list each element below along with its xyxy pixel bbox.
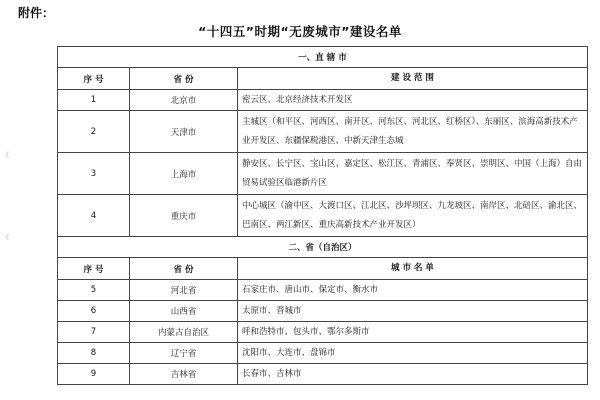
section-heading: 二、省（自治区） — [58, 237, 588, 258]
row-number: 9 — [58, 364, 130, 385]
table-header-row — [58, 258, 588, 280]
section-heading-row — [58, 47, 588, 68]
table-row — [58, 280, 588, 301]
row-province: 天津市 — [130, 111, 238, 153]
row-number: 3 — [58, 153, 130, 195]
row-number: 1 — [58, 90, 130, 111]
row-number: 2 — [58, 111, 130, 153]
row-province: 河北省 — [130, 280, 238, 301]
row-province: 辽宁省 — [130, 343, 238, 364]
row-number: 8 — [58, 343, 130, 364]
table-row — [58, 301, 588, 322]
row-scope: 中心城区（渝中区、大渡口区、江北区、沙坪坝区、九龙坡区、南岸区、北碚区、渝北区、巴南区、两江新区、重庆高新技术产业开发区） — [238, 195, 588, 237]
table-row — [58, 343, 588, 364]
page-edge-mark: 《 — [2, 151, 9, 159]
row-scope: 静安区、长宁区、宝山区、嘉定区、松江区、青浦区、奉贤区、崇明区、中国（上海）自由贸易试验区临港新片区 — [238, 153, 588, 195]
section-heading: 一、直 辖 市 — [58, 47, 588, 68]
page-edge-mark: 《 — [2, 233, 9, 241]
row-cities: 太原市、晋城市 — [238, 301, 588, 322]
document-title: “十四五”时期“无废城市”建设名单 — [198, 24, 402, 39]
row-province: 吉林省 — [130, 364, 238, 385]
table-row — [58, 111, 588, 153]
row-number: 4 — [58, 195, 130, 237]
column-header-number: 序 号 — [58, 68, 130, 90]
table-row — [58, 364, 588, 385]
column-header-number: 序 号 — [58, 258, 130, 280]
table-row — [58, 90, 588, 111]
column-header-cities: 城 市 名 单 — [238, 258, 588, 280]
table-row — [58, 153, 588, 195]
row-scope: 主城区（和平区、河西区、南开区、河东区、河北区、红桥区）、东丽区、滨海高新技术产业开发区、东疆保税港区、中新天津生态城 — [238, 111, 588, 153]
section-heading-row — [58, 237, 588, 258]
table-row — [58, 322, 588, 343]
row-number: 6 — [58, 301, 130, 322]
row-scope: 密云区、北京经济技术开发区 — [238, 90, 588, 111]
column-header-scope: 建 设 范 围 — [238, 68, 588, 90]
annex-label: 附件： — [18, 6, 55, 20]
row-cities: 沈阳市、大连市、盘锦市 — [238, 343, 588, 364]
city-list-table — [57, 46, 588, 385]
table-row — [58, 195, 588, 237]
row-province: 北京市 — [130, 90, 238, 111]
table-header-row — [58, 68, 588, 90]
row-cities: 石家庄市、唐山市、保定市、衡水市 — [238, 280, 588, 301]
row-province: 山西省 — [130, 301, 238, 322]
row-cities: 呼和浩特市、包头市、鄂尔多斯市 — [238, 322, 588, 343]
row-number: 7 — [58, 322, 130, 343]
row-province: 重庆市 — [130, 195, 238, 237]
row-province: 上海市 — [130, 153, 238, 195]
row-number: 5 — [58, 280, 130, 301]
row-province: 内蒙古自治区 — [130, 322, 238, 343]
column-header-province: 省 份 — [130, 68, 238, 90]
row-cities: 长春市、吉林市 — [238, 364, 588, 385]
column-header-province: 省 份 — [130, 258, 238, 280]
